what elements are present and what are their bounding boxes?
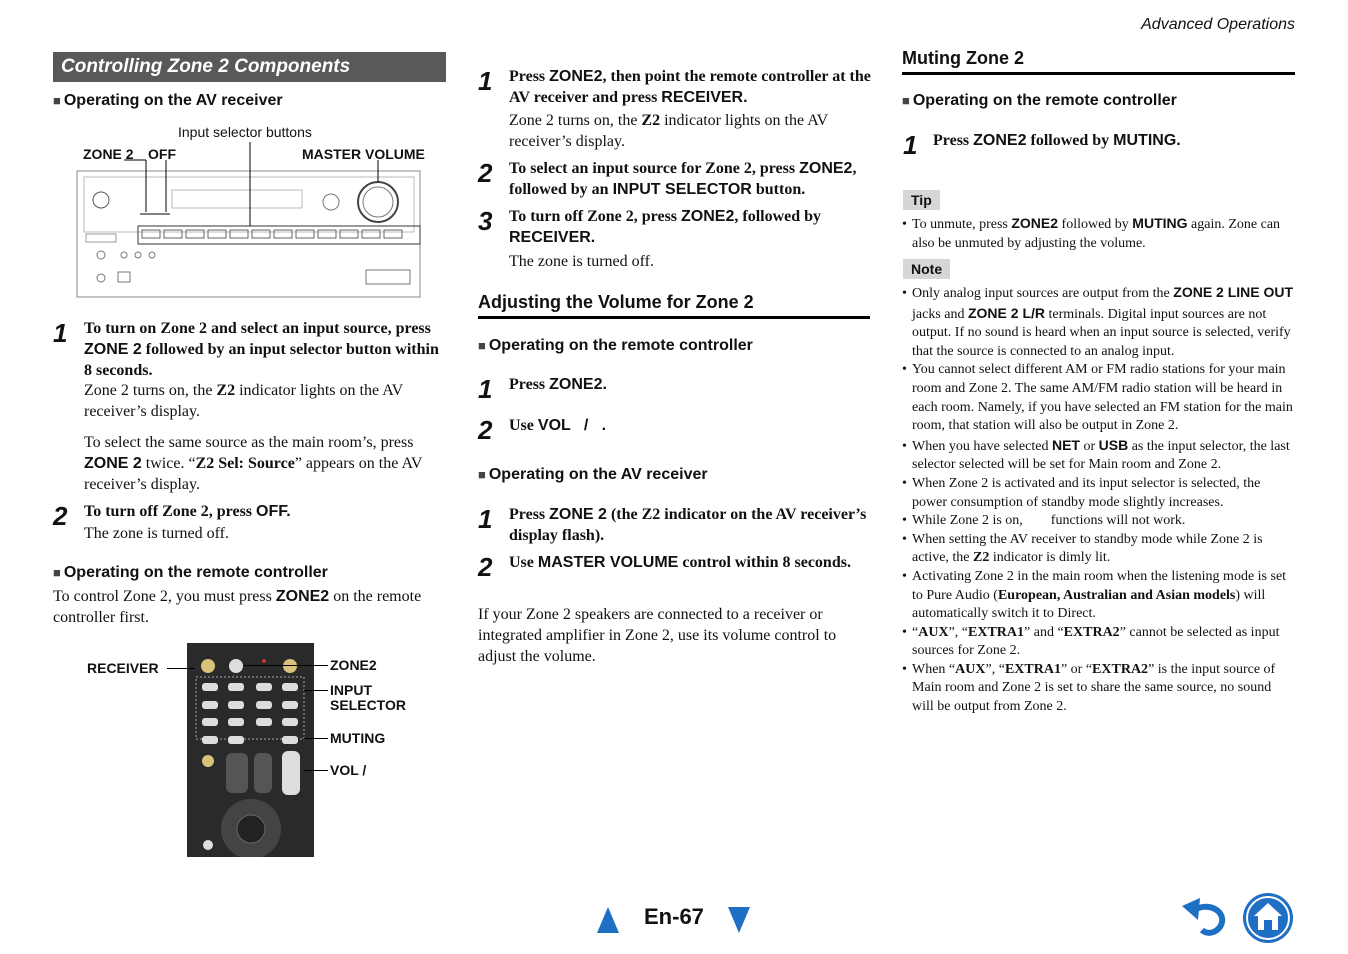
subheading-av-receiver: ■ Operating on the AV receiver [478,466,708,484]
step-number-2: 2 [478,415,493,445]
note-label: Note [903,259,950,279]
remote-label-receiver: RECEIVER [87,660,159,676]
remote-label-selector: SELECTOR [330,697,406,713]
mid-step2: To select an input source for Zone 2, press ZONE2, followed by an INPUT SELECTOR button. [509,160,857,198]
step-number-1: 1 [53,318,68,348]
note-item: • When Zone 2 is activated and its input selector is selected, the power consumption of standby mode slightly increases. [902,475,1295,512]
receiver-front-panel-illustration [76,142,422,300]
mid-step3-result: The zone is turned off. [509,253,654,270]
home-icon[interactable] [1242,892,1294,944]
note-item: • When “AUX”, “EXTRA1” or “EXTRA2” is the input source of Main room and Zone 2 is set to share the same source, no sound will be output from Zone 2. [902,661,1295,717]
heading-adjusting-volume: Adjusting the Volume for Zone 2 [478,292,870,319]
fig-label-input-selector: Input selector buttons [178,124,312,140]
leader-line [304,690,328,691]
external-amp-paragraph: If your Zone 2 speakers are connected to a receiver or integrated amplifier in Zone 2, use its volume control to adjust the volume. [478,606,837,665]
step-number-1: 1 [478,374,493,404]
note-list [902,283,1295,717]
back-return-icon[interactable] [1180,896,1228,938]
note-item: • You cannot select different AM or FM radio stations for your main room and Zone 2. The same AM/FM radio station will be heard in each room. Namely, if you have selected an FM station for the main room, that station will also be output in Zone 2. [902,361,1295,435]
step-number-3: 3 [478,206,493,236]
subheading-remote: ■ Operating on the remote controller [478,337,753,355]
fig-label-off: OFF [148,146,176,162]
note-item: • When setting the AV receiver to standby mode while Zone 2 is active, the Z2 indicator is dimly lit. [902,531,1295,568]
step1-result: Zone 2 turns on, the Z2 indicator lights on the AV receiver’s display. [84,382,403,420]
note-item: • Only analog input sources are output from the ZONE 2 LINE OUT jacks and ZONE 2 L/R terminals. Digital input sources are not output. If no sound is heard when an input source is selected, verify that the source is connected to an analog input. [902,283,1295,361]
step2-result: The zone is turned off. [84,525,229,542]
previous-page-arrow-icon[interactable] [596,906,620,934]
section-header: Advanced Operations [1141,16,1295,33]
step-number-1: 1 [478,504,493,534]
heading-muting-zone2: Muting Zone 2 [902,48,1295,75]
remote-label-muting: MUTING [330,730,386,746]
page-number: En-67 [644,904,704,929]
av-step2: Use MASTER VOLUME control within 8 seconds. [509,554,851,571]
leader-line [244,665,328,666]
section-banner: Controlling Zone 2 Components [53,52,446,82]
step-number-2: 2 [478,552,493,582]
note-item: • While Zone 2 is on, functions will not work. [902,512,1295,531]
remote-intro: To control Zone 2, you must press ZONE2 on the remote controller first. [53,588,422,626]
tip-label: Tip [903,190,940,210]
mute-step1: Press ZONE2 followed by MUTING. [933,132,1181,149]
subheading-av-receiver: ■ Operating on the AV receiver [53,92,283,110]
tip-item: • To unmute, press ZONE2 followed by MUTING again. Zone can also be unmuted by adjusting the volume. [902,214,1295,253]
fig-label-zone2: ZONE 2 [83,146,134,162]
remote-label-zone2: ZONE2 [330,657,377,673]
note-item: • When you have selected NET or USB as the input selector, the last selector selected will be set for Main room and Zone 2. [902,436,1295,475]
leader-line [304,738,328,739]
step-number-1: 1 [478,66,493,96]
remote-controller-illustration [186,643,316,857]
tip-list [902,214,1295,253]
remote-label-input: INPUT [330,682,372,698]
step-number-2: 2 [478,158,493,188]
fig-label-master-volume: MASTER VOLUME [302,146,425,162]
step-number-1: 1 [903,130,918,160]
next-page-arrow-icon[interactable] [727,906,751,934]
mid-step1: Press ZONE2, then point the remote controller at the AV receiver and press RECEIVER. [509,68,871,106]
vol-step1: Press ZONE2. [509,376,607,393]
step1-same-source: To select the same source as the main room’s, press ZONE 2 twice. “Z2 Sel: Source” appears on the AV receiver’s display. [84,434,423,493]
mid-step1-result: Zone 2 turns on, the Z2 indicator lights on the AV receiver’s display. [509,112,828,150]
step-turn-on-zone2: To turn on Zone 2 and select an input source, press ZONE 2 followed by an input selector button within 8 seconds. [84,320,439,379]
remote-label-vol: VOL / [330,762,367,778]
note-item: • Activating Zone 2 in the main room when the listening mode is set to Pure Audio (European, Australian and Asian models) will automatically switch it to Direct. [902,568,1295,624]
subheading-remote: ■ Operating on the remote controller [902,92,1177,110]
vol-step2: Use VOL / . [509,417,607,434]
leader-line [167,668,195,669]
step-turn-off-zone2: To turn off Zone 2, press OFF. [84,503,291,520]
subheading-remote: ■ Operating on the remote controller [53,564,328,582]
av-step1: Press ZONE 2 (the Z2 indicator on the AV receiver’s display flash). [509,506,867,544]
step-number-2: 2 [53,501,68,531]
leader-line [304,770,328,771]
note-item: • “AUX”, “EXTRA1” and “EXTRA2” cannot be selected as input sources for Zone 2. [902,624,1295,661]
mid-step3: To turn off Zone 2, press ZONE2, followed by RECEIVER. [509,208,822,246]
